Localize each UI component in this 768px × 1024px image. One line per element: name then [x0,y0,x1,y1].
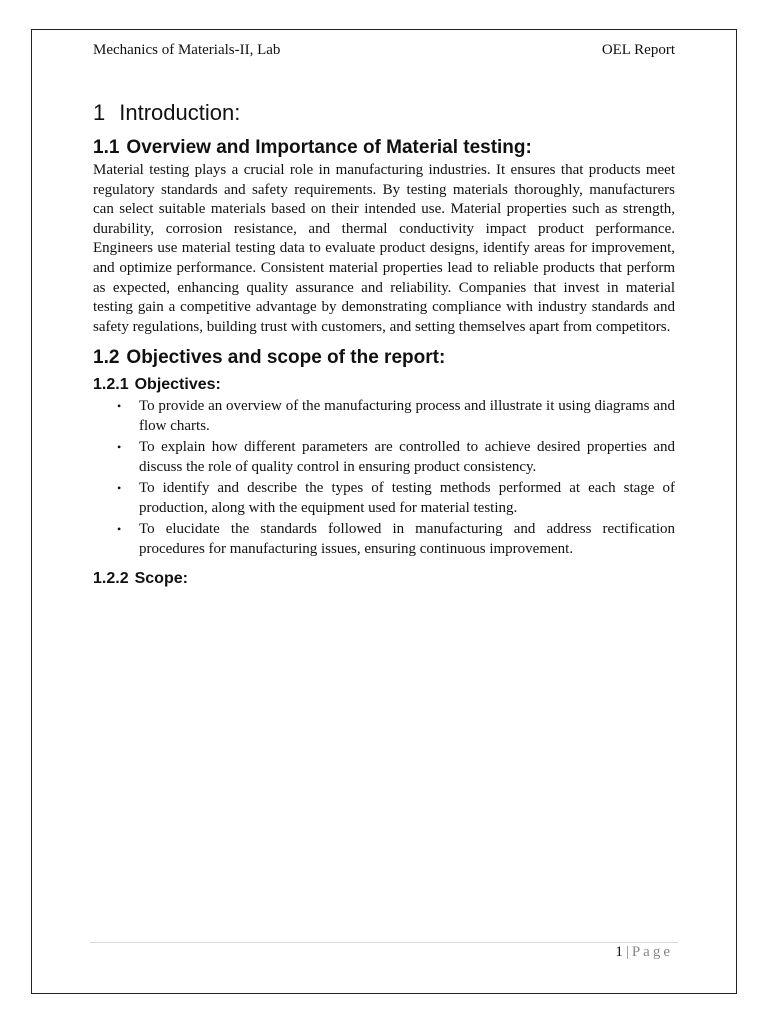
page-header [93,42,675,59]
list-item [93,437,675,477]
heading-text: Overview and Importance of Material testing: [126,137,532,158]
page-content [93,96,675,590]
heading-text: Introduction: [119,100,241,125]
header-report-type: OEL Report [601,42,675,58]
list-item-text: To provide an overview of the manufacturing process and illustrate it using diagrams and flow charts. [139,398,675,435]
heading-scope [93,568,675,590]
header-course-title: Mechanics of Materials-II, Lab [93,42,281,58]
heading-text: Objectives and scope of the report: [126,347,446,369]
list-item [93,519,675,559]
heading-number: 1 [93,100,106,125]
heading-number: 1.2 [93,347,120,369]
overview-paragraph: Material testing plays a crucial role in manufacturing industries. It ensures that products meet regulatory standards and safety requirements. By testing materials thoroughly, manufacturers can select suitable materials based on their intended use. Material properties such as strength, durability, corrosion resistance, and thermal conductivity impact product performance. Engineers use material testing data to evaluate product designs, identify areas for improvement, and optimize performance. Consistent material properties lead to reliable products that perform as expected, enhancing quality assurance and reliability. Companies that invest in material testing gain a competitive advantage by demonstrating compliance with industry standards and safety regulations, building trust with customers, and setting themselves apart from competitors. [93,162,675,335]
heading-number: 1.2.2 [93,570,129,588]
page-footer [93,944,673,961]
bullet-icon: • [117,440,122,455]
heading-number: 1.2.1 [93,376,129,394]
list-item [93,478,675,518]
footer-separator: | [625,944,629,960]
bullet-icon: • [117,399,122,414]
heading-text: Objectives: [134,376,221,394]
list-item-text: To explain how different parameters are controlled to achieve desired properties and discuss the role of quality control in ensuring product consistency. [139,439,675,476]
list-item [93,396,675,436]
heading-introduction [93,96,675,130]
heading-objectives [93,374,675,396]
list-item-text: To elucidate the standards followed in manufacturing and address rectification procedures for manufacturing issues, ensuring continuous improvement. [139,521,675,558]
page-label: Page [631,944,673,960]
bullet-icon: • [117,481,122,496]
heading-number: 1.1 [93,137,120,158]
bullet-icon: • [117,522,122,537]
heading-objectives-scope [93,345,675,371]
objectives-list [93,396,675,559]
page-number: 1 [615,944,623,960]
heading-text: Scope: [134,570,188,588]
heading-overview [93,135,675,161]
footer-divider [90,942,678,943]
list-item-text: To identify and describe the types of testing methods performed at each stage of production, along with the equipment used for material testing. [139,480,675,517]
